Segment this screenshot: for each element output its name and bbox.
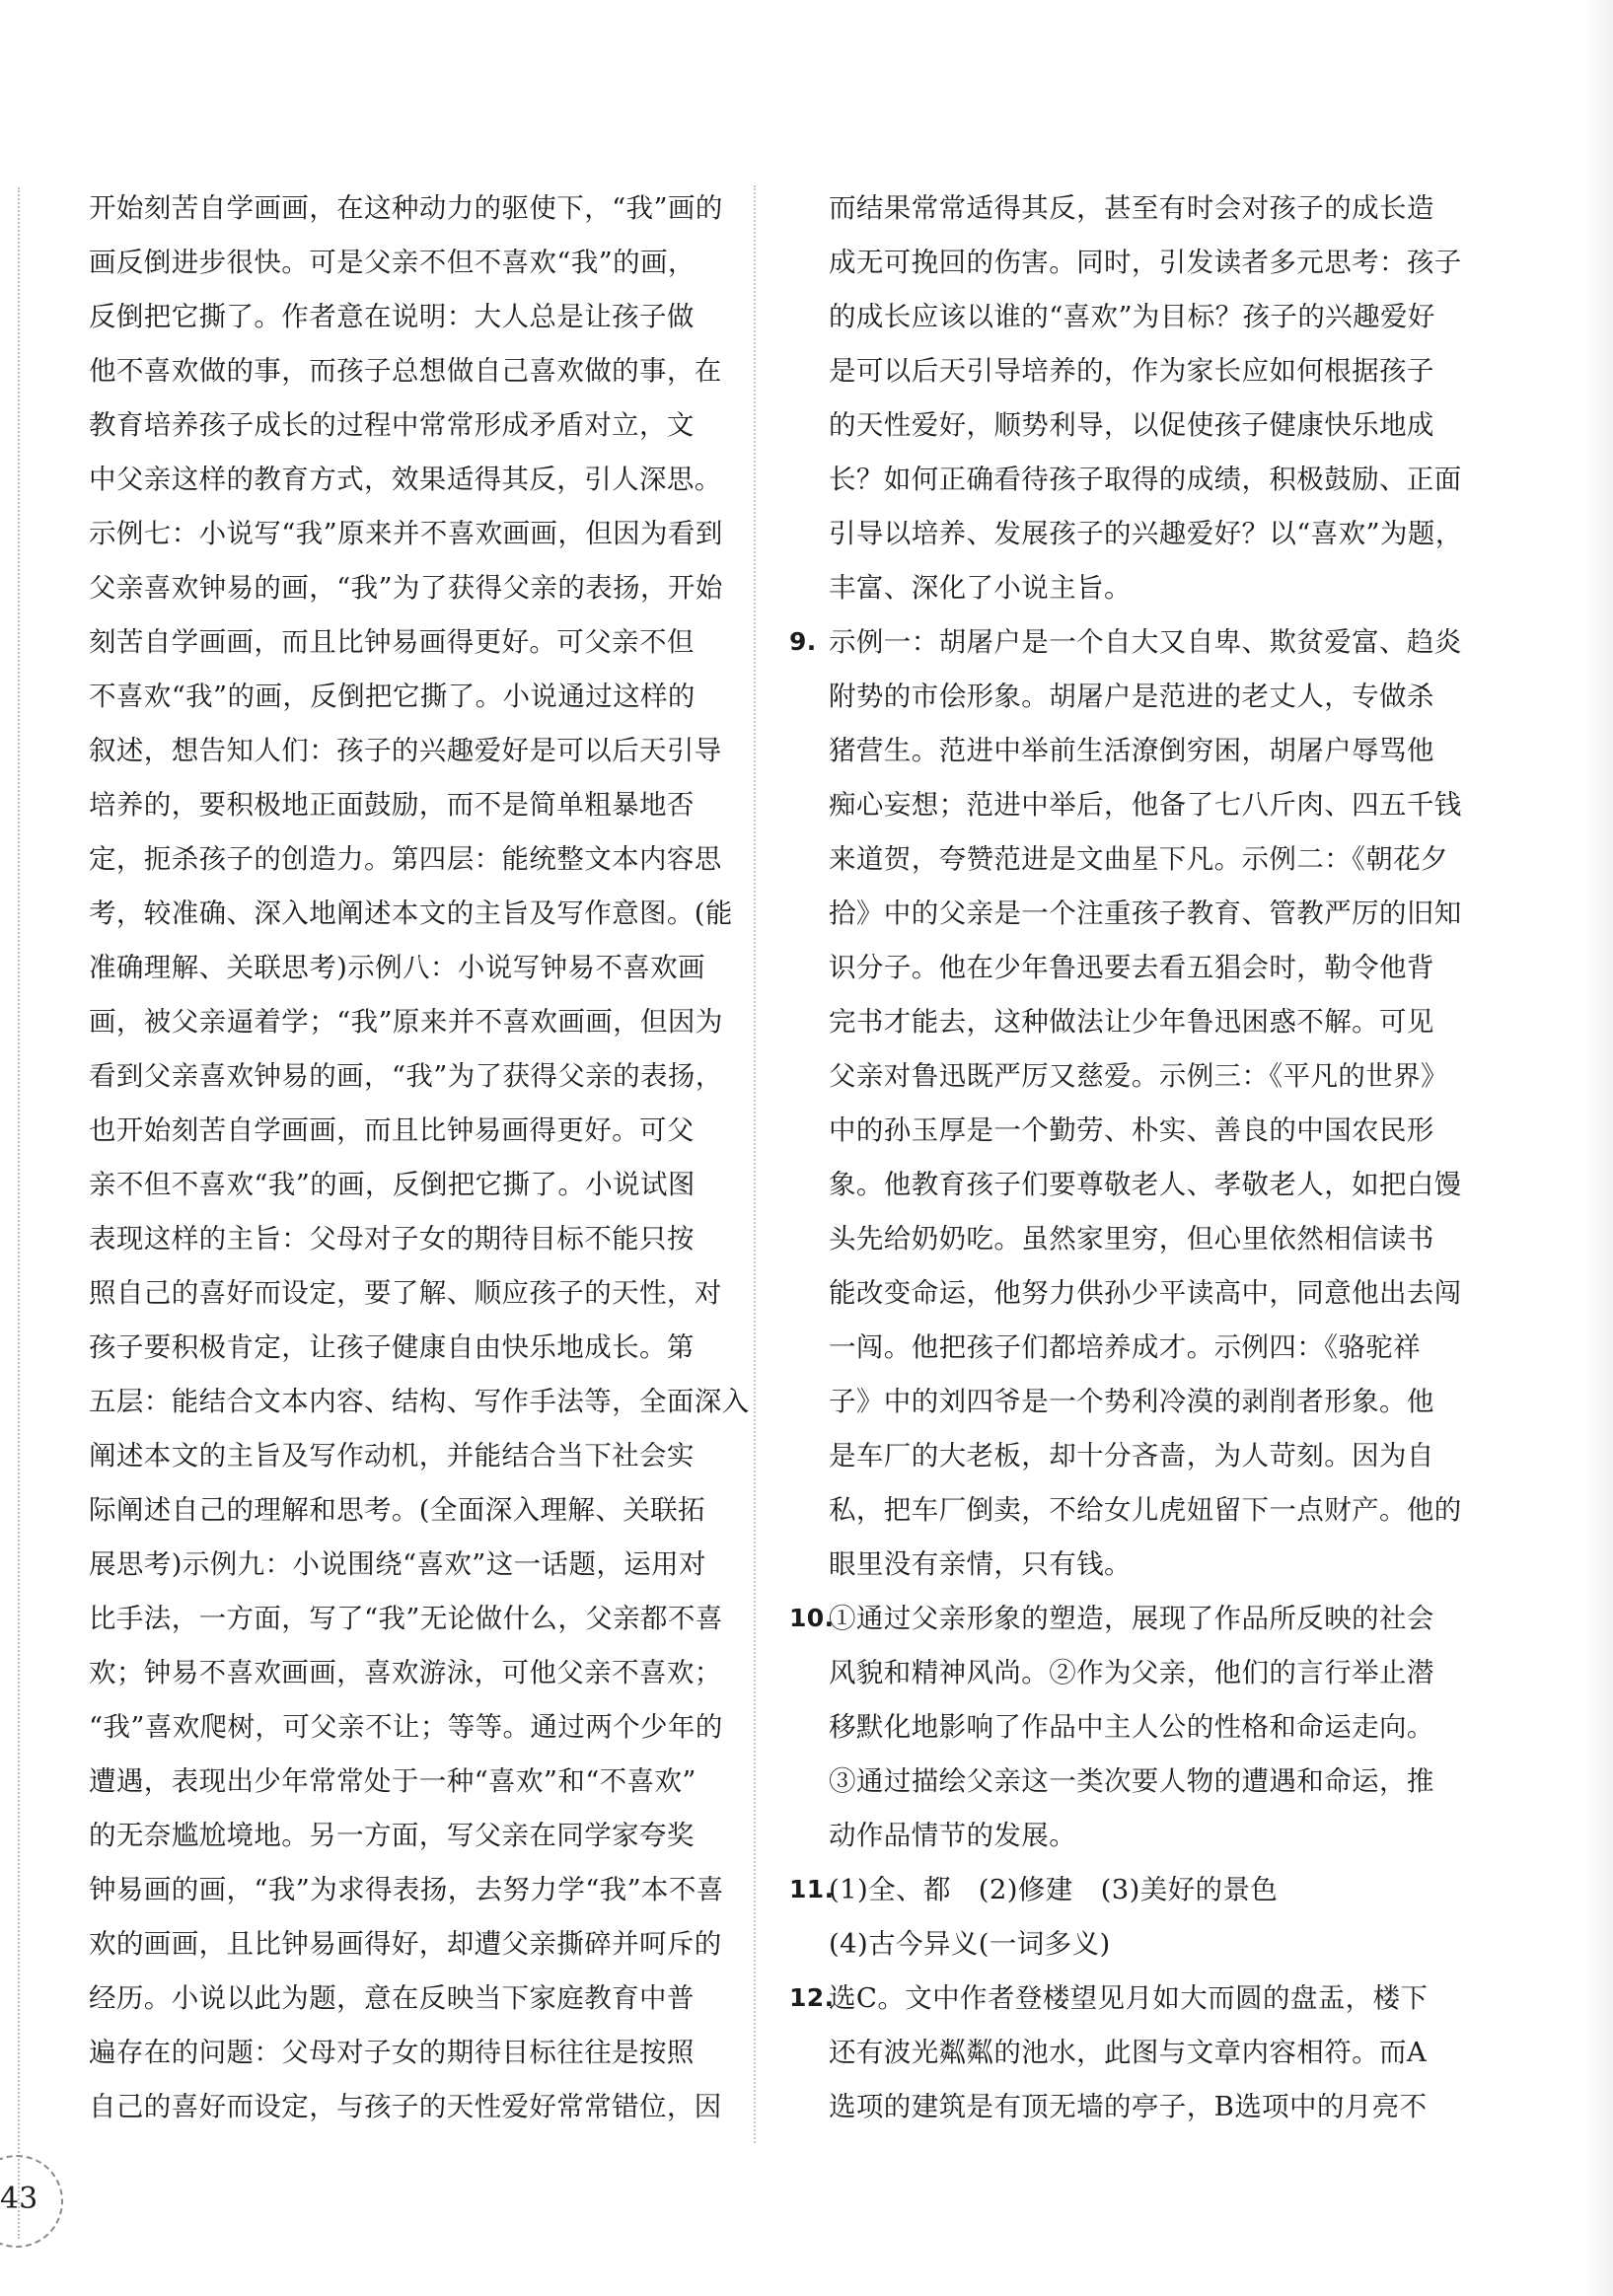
- answer-line: [789, 1811, 1450, 1865]
- answer-text: 完书才能去，这种做法让少年鲁迅困惑不解。可见: [829, 1006, 1434, 1038]
- question-number: 9.: [789, 627, 817, 656]
- page-number: 43: [0, 2182, 38, 2216]
- text-line: 自己的喜好而设定，与孩子的天性爱好常常错位，因: [89, 2091, 722, 2122]
- text-line: 叙述，想告知人们：孩子的兴趣爱好是可以后天引导: [89, 735, 722, 766]
- answer-line: [789, 617, 1462, 672]
- text-line: 的无奈尴尬境地。另一方面，写父亲在同学家夸奖: [89, 1820, 695, 1851]
- text-line: 看到父亲喜欢钟易的画，“我”为了获得父亲的表扬，: [89, 1060, 723, 1092]
- text-line: 是可以后天引导培养的，作为家长应如何根据孩子: [829, 355, 1434, 387]
- answer-line: [789, 1594, 1450, 1648]
- text-line: 照自己的喜好而设定，要了解、顺应孩子的天性，对: [89, 1277, 722, 1309]
- answer-line: [789, 1431, 1450, 1485]
- answer-text: 父亲对鲁迅既严厉又慈爱。示例三：《平凡的世界》: [829, 1060, 1448, 1092]
- answer-line: [789, 780, 1462, 834]
- answer-text: 移默化地影响了作品中主人公的性格和命运走向。: [829, 1711, 1434, 1743]
- answer-line: [789, 1377, 1450, 1431]
- text-line: 定，扼杀孩子的创造力。第四层：能统整文本内容思: [89, 843, 722, 875]
- answer-line: [789, 2028, 1450, 2082]
- question-number: 12.: [789, 1983, 835, 2012]
- answer-line: [789, 1214, 1450, 1268]
- answer-line: [789, 1160, 1462, 1214]
- answer-line: [789, 1648, 1450, 1702]
- answer-line: [789, 672, 1450, 726]
- column-divider: [754, 185, 756, 2143]
- answer-line: [789, 834, 1450, 889]
- text-line: 教育培养孩子成长的过程中常常形成矛盾对立，文: [89, 409, 695, 441]
- answer-item: [789, 617, 1462, 1594]
- answer-line: [789, 1485, 1462, 1540]
- answer-text: 附势的市侩形象。胡屠户是范进的老丈人，专做杀: [829, 681, 1434, 712]
- question-number: 11.: [789, 1875, 835, 1903]
- text-line: 画反倒进步很快。可是父亲不但不喜欢“我”的画，: [89, 247, 696, 278]
- text-line: 的天性爱好，顺势利导，以促使孩子健康快乐地成: [829, 409, 1434, 441]
- answer-text: 象。他教育孩子们要尊敬老人、孝敬老人，如把白馒: [829, 1169, 1462, 1200]
- text-line: 遭遇，表现出少年常常处于一种“喜欢”和“不喜欢”: [89, 1765, 697, 1797]
- text-line: 遍存在的问题：父母对子女的期待目标往往是按照: [89, 2037, 695, 2068]
- answer-text: 眼里没有亲情，只有钱。: [829, 1548, 1132, 1580]
- text-line: 展思考)示例九：小说围绕“喜欢”这一话题，运用对: [89, 1548, 706, 1580]
- answer-line: [789, 726, 1450, 780]
- text-line: 引导以培养、发展孩子的兴趣爱好？以“喜欢”为题，: [829, 518, 1463, 549]
- text-line: 父亲喜欢钟易的画，“我”为了获得父亲的表扬，开始: [89, 572, 723, 604]
- answer-line: [789, 1702, 1450, 1757]
- answer-text: 痴心妄想；范进中举后，他备了七八斤肉、四五千钱: [829, 789, 1462, 821]
- answer-line: [789, 1106, 1450, 1160]
- text-line: 表现这样的主旨：父母对子女的期待目标不能只按: [89, 1223, 695, 1255]
- text-line: 示例七：小说写“我”原来并不喜欢画画，但因为看到: [89, 518, 723, 549]
- answer-item: [789, 1973, 1450, 2136]
- answer-text: 选C。文中作者登楼望见月如大而圆的盘盂，楼下: [829, 1982, 1429, 2014]
- text-line: 比手法，一方面，写了“我”无论做什么，父亲都不喜: [89, 1603, 723, 1634]
- answer-line: [789, 1268, 1462, 1323]
- text-line: 中父亲这样的教育方式，效果适得其反，引人深思。: [89, 464, 722, 495]
- text-line: 阐述本文的主旨及写作动机，并能结合当下社会实: [89, 1440, 695, 1471]
- answer-text: 选项的建筑是有顶无墙的亭子，B选项中的月亮不: [829, 2091, 1428, 2122]
- answer-item: [789, 1594, 1450, 1865]
- text-line: 孩子要积极肯定，让孩子健康自由快乐地成长。第: [89, 1331, 695, 1363]
- answer-text: (4)古今异义(一词多义): [829, 1928, 1111, 1960]
- answer-text: 拾》中的父亲是一个注重孩子教育、管教严厉的旧知: [829, 897, 1462, 929]
- right-column: [789, 183, 1463, 2136]
- answer-text: 猪营生。范进中举前生活潦倒穷困，胡屠户辱骂他: [829, 735, 1434, 766]
- answer-line: [789, 943, 1450, 997]
- text-line: 成无可挽回的伤害。同时，引发读者多元思考：孩子: [829, 247, 1462, 278]
- answer-text: ①通过父亲形象的塑造，展现了作品所反映的社会: [829, 1603, 1434, 1634]
- answer-line: [789, 1865, 1450, 1919]
- answer-line: [789, 889, 1462, 943]
- answer-text: 一闯。他把孩子们都培养成才。示例四：《骆驼祥: [829, 1331, 1422, 1363]
- text-line: 亲不但不喜欢“我”的画，反倒把它撕了。小说试图: [89, 1169, 696, 1200]
- answer-text: 头先给奶奶吃。虽然家里穷，但心里依然相信读书: [829, 1223, 1434, 1255]
- answer-text: 能改变命运，他努力供孙少平读高中，同意他出去闯: [829, 1277, 1462, 1309]
- text-line: 培养的，要积极地正面鼓励，而不是简单粗暴地否: [89, 789, 695, 821]
- left-column: [89, 183, 750, 2136]
- text-line: 准确理解、关联思考)示例八：小说写钟易不喜欢画: [89, 952, 705, 983]
- text-line: 际阐述自己的理解和思考。(全面深入理解、关联拓: [89, 1494, 705, 1526]
- text-line: 丰富、深化了小说主旨。: [829, 572, 1132, 604]
- answer-text: 中的孙玉厚是一个勤劳、朴实、善良的中国农民形: [829, 1114, 1434, 1146]
- answer-text: ③通过描绘父亲这一类次要人物的遭遇和命运，推: [829, 1765, 1434, 1797]
- answer-line: [789, 1973, 1450, 2028]
- text-line: 也开始刻苦自学画画，而且比钟易画得更好。可父: [89, 1114, 695, 1146]
- text-line: 反倒把它撕了。作者意在说明：大人总是让孩子做: [89, 301, 695, 332]
- answer-text: 识分子。他在少年鲁迅要去看五猖会时，勒令他背: [829, 952, 1434, 983]
- margin-dotted-line: [18, 187, 20, 2239]
- text-line: 欢；钟易不喜欢画画，喜欢游泳，可他父亲不喜欢；: [89, 1657, 722, 1688]
- answer-text: 私，把车厂倒卖，不给女儿虎妞留下一点财产。他的: [829, 1494, 1462, 1526]
- text-line: 的成长应该以谁的“喜欢”为目标？孩子的兴趣爱好: [829, 301, 1435, 332]
- answer-text: 来道贺，夸赞范进是文曲星下凡。示例二：《朝花夕: [829, 843, 1448, 875]
- text-line: 考，较准确、深入地阐述本文的主旨及写作意图。(能: [89, 897, 733, 929]
- text-line: 不喜欢“我”的画，反倒把它撕了。小说通过这样的: [89, 681, 696, 712]
- text-line: 五层：能结合文本内容、结构、写作手法等，全面深入: [89, 1386, 750, 1417]
- answer-line: [789, 997, 1450, 1051]
- text-line: 钟易画的画，“我”为求得表扬，去努力学“我”本不喜: [89, 1874, 724, 1905]
- text-line: 刻苦自学画画，而且比钟易画得更好。可父亲不但: [89, 626, 695, 658]
- text-line: 他不喜欢做的事，而孩子总想做自己喜欢做的事，在: [89, 355, 722, 387]
- text-line: 欢的画画，且比钟易画得好，却遭父亲撕碎并呵斥的: [89, 1928, 722, 1960]
- answer-text: 动作品情节的发展。: [829, 1820, 1077, 1851]
- answer-line: [789, 1540, 1450, 1594]
- text-line: 经历。小说以此为题，意在反映当下家庭教育中普: [89, 1982, 695, 2014]
- text-line: 长？如何正确看待孩子取得的成绩，积极鼓励、正面: [829, 464, 1462, 495]
- answer-text: (1)全、都 (2)修建 (3)美好的景色: [829, 1874, 1279, 1905]
- text-line: 开始刻苦自学画画，在这种动力的驱使下，“我”画的: [89, 192, 723, 224]
- answer-line: [789, 1919, 1450, 1973]
- answer-text: 风貌和精神风尚。②作为父亲，他们的言行举止潜: [829, 1657, 1434, 1688]
- question-number: 10.: [789, 1604, 835, 1632]
- answer-line: [789, 1051, 1450, 1106]
- answer-text: 还有波光粼粼的池水，此图与文章内容相符。而A: [829, 2037, 1428, 2068]
- answer-line: [789, 1323, 1450, 1377]
- text-line: “我”喜欢爬树，可父亲不让；等等。通过两个少年的: [89, 1711, 723, 1743]
- answer-line: [789, 1757, 1450, 1811]
- answer-line: [789, 2082, 1450, 2136]
- text-line: 而结果常常适得其反，甚至有时会对孩子的成长造: [829, 192, 1434, 224]
- page-edge-shade: [1583, 0, 1613, 2296]
- text-line: 画，被父亲逼着学；“我”原来并不喜欢画画，但因为: [89, 1006, 723, 1038]
- answer-text: 子》中的刘四爷是一个势利冷漠的剥削者形象。他: [829, 1386, 1434, 1417]
- answer-text: 示例一：胡屠户是一个自大又自卑、欺贫爱富、趋炎: [829, 626, 1462, 658]
- answer-item: [789, 1865, 1450, 1973]
- answer-text: 是车厂的大老板，却十分吝啬，为人苛刻。因为自: [829, 1440, 1434, 1471]
